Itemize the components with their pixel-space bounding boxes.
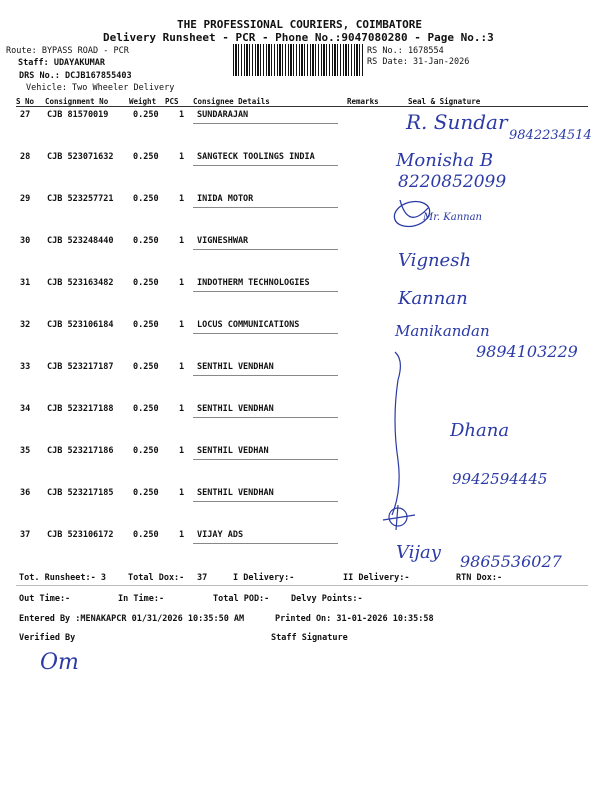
row-28-wt: 0.250 [133,152,159,162]
row-31-cons: CJB 523163482 [47,278,114,288]
row-33-pcs: 1 [179,362,185,372]
signature-37: Vijay [396,542,441,563]
col-sno: S No [16,97,35,106]
verified-by: Verified By [19,633,76,643]
row-27-name: SUNDARAJAN [197,110,249,120]
row-34-wt: 0.250 [133,404,159,414]
row-29-pcs: 1 [179,194,185,204]
signature-bracket [392,352,400,515]
entered-by: Entered By :MENAKAPCR 01/31/2026 10:35:50 AM [19,614,245,624]
row-36-wt: 0.250 [133,488,159,498]
col-consignee: Consignee Details [193,97,270,106]
rtn-dox: RTN Dox:- [456,573,503,583]
row-29-sno: 29 [20,194,31,204]
staff-signature: Staff Signature [271,633,348,643]
row-37-name: VIJAY ADS [197,530,244,540]
out-time: Out Time:- [19,594,71,604]
row-37-sno: 37 [20,530,31,540]
col-remarks: Remarks [347,97,379,106]
row-28-sno: 28 [20,152,31,162]
company-title: THE PROFESSIONAL COURIERS, COIMBATORE [177,18,423,31]
row-33-sno: 33 [20,362,31,372]
row-31-pcs: 1 [179,278,185,288]
row-37-cons: CJB 523106172 [47,530,114,540]
tot-runsheet: Tot. Runsheet:- 3 [19,573,106,583]
row-32-wt: 0.250 [133,320,159,330]
row-36-cons: CJB 523217185 [47,488,114,498]
col-consignment: Consignment No [45,97,109,106]
row-28-cons: CJB 523071632 [47,152,114,162]
row-30-name: VIGNESHWAR [197,236,249,246]
row-35-sno: 35 [20,446,31,456]
in-time: In Time:- [118,594,165,604]
row-28-name: SANGTECK TOOLINGS INDIA [197,152,315,162]
row-30-sno: 30 [20,236,31,246]
signature-34: Dhana [450,420,510,441]
signature-29: Mr. Kannan [423,212,482,223]
signature-31: Kannan [398,288,468,309]
row-36-name: SENTHIL VENDHAN [197,488,274,498]
row-29-wt: 0.250 [133,194,159,204]
col-pcs: PCS [165,97,179,106]
row-30-pcs: 1 [179,236,185,246]
footer-divider [16,585,588,586]
row-36-pcs: 1 [179,488,185,498]
signature-35-phone: 9942594445 [452,470,548,488]
row-34-pcs: 1 [179,404,185,414]
vehicle-label: Vehicle: Two Wheeler Delivery [26,83,175,93]
row-35-cons: CJB 523217186 [47,446,114,456]
signature-30: Vignesh [398,250,472,271]
row-37-pcs: 1 [179,530,185,540]
row-34-sno: 34 [20,404,31,414]
route-label: Route: BYPASS ROAD - PCR [6,46,129,56]
total-pod: Total POD:- [213,594,270,604]
row-36-sno: 36 [20,488,31,498]
row-34-cons: CJB 523217188 [47,404,114,414]
row-35-pcs: 1 [179,446,185,456]
row-27-pcs: 1 [179,110,185,120]
drs-number: DRS No.: DCJB167855403 [19,71,132,81]
ii-delivery: II Delivery:- [343,573,410,583]
row-32-name: LOCUS COMMUNICATIONS [197,320,300,330]
printed-on: Printed On: 31-01-2026 10:35:58 [275,614,434,624]
row-32-sno: 32 [20,320,31,330]
signature-32: Manikandan [395,322,490,340]
row-32-pcs: 1 [179,320,185,330]
row-27-wt: 0.250 [133,110,159,120]
row-35-name: SENTHIL VEDHAN [197,446,269,456]
signature-28-phone: 8220852099 [398,172,507,192]
row-29-name: INIDA MOTOR [197,194,254,204]
row-32-cons: CJB 523106184 [47,320,114,330]
col-weight: Weight [129,97,157,106]
signature-28: Monisha B [396,150,494,171]
signature-27-phone: 9842234514 [509,128,592,143]
row-30-cons: CJB 523248440 [47,236,114,246]
row-31-sno: 31 [20,278,31,288]
row-27-cons: CJB 81570019 [47,110,109,120]
row-28-pcs: 1 [179,152,185,162]
verifier-signature: Om [40,650,79,675]
row-29-cons: CJB 523257721 [47,194,114,204]
row-33-cons: CJB 523217187 [47,362,114,372]
i-delivery: I Delivery:- [233,573,295,583]
row-35-wt: 0.250 [133,446,159,456]
total-dox-label: Total Dox:- [128,573,185,583]
row-34-name: SENTHIL VENDHAN [197,404,274,414]
runsheet-subtitle: Delivery Runsheet - PCR - Phone No.:9047080280 - Page No.:3 [103,31,494,44]
row-33-wt: 0.250 [133,362,159,372]
signature-32-phone: 9894103229 [476,342,578,361]
rs-date: RS Date: 31-Jan-2026 [367,57,470,67]
row-37-wt: 0.250 [133,530,159,540]
signature-37-phone: 9865536027 [460,552,562,571]
rs-number: RS No.: 1678554 [367,46,444,56]
row-31-name: INDOTHERM TECHNOLOGIES [197,278,310,288]
row-33-name: SENTHIL VENDHAN [197,362,274,372]
row-30-wt: 0.250 [133,236,159,246]
total-dox-value: 37 [197,573,208,583]
row-27-sno: 27 [20,110,31,120]
staff-label: Staff: UDAYAKUMAR [18,58,105,68]
row-31-wt: 0.250 [133,278,159,288]
signature-27: R. Sundar [406,110,508,134]
delvy-points: Delvy Points:- [291,594,363,604]
col-seal-signature: Seal & Signature [408,97,481,106]
signature-29-loop [392,198,433,230]
